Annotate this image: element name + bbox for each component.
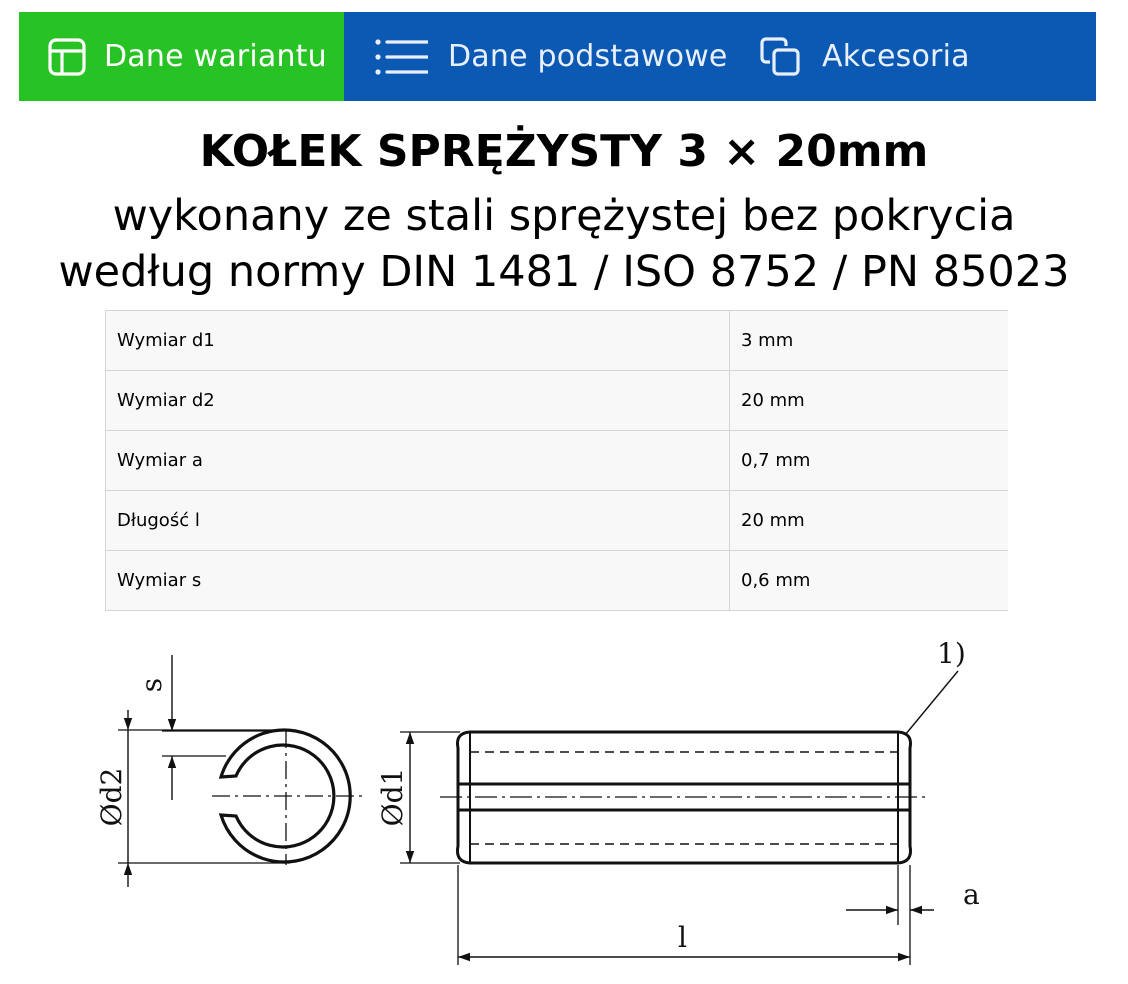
label-l: l [678,921,687,954]
tab-label: Akcesoria [822,39,970,74]
table-row [106,551,1009,611]
tab-dane-wariantu[interactable] [19,12,344,101]
product-material: wykonany ze stali sprężystej bez pokrycia [112,191,1016,241]
spec-name: Wymiar s [106,551,730,611]
spec-name: Długość l [106,491,730,551]
spec-value: 3 mm [730,311,1009,371]
label-note-1: 1) [937,637,966,670]
table-row [106,311,1009,371]
tab-bar [19,12,1096,101]
tab-label: Dane wariantu [104,39,327,74]
spec-value: 0,7 mm [730,431,1009,491]
copy-icon [760,36,802,78]
spec-value: 20 mm [730,491,1009,551]
list-icon [374,37,428,77]
spec-name: Wymiar d2 [106,371,730,431]
tab-dane-podstawowe[interactable] [344,12,742,101]
table-row [106,491,1009,551]
spec-table [105,310,1008,611]
tab-akcesoria[interactable] [742,12,970,101]
table-row [106,371,1009,431]
spec-name: Wymiar d1 [106,311,730,371]
spec-value: 0,6 mm [730,551,1009,611]
label-d2: Ød2 [95,767,128,827]
spec-value: 20 mm [730,371,1009,431]
product-title: KOŁEK SPRĘŻYSTY 3 × 20mm [199,126,929,177]
label-d1: Ød1 [376,767,409,827]
technical-drawing [0,625,1128,984]
layout-icon [47,37,87,77]
tab-label: Dane podstawowe [448,39,728,74]
table-row [106,431,1009,491]
spec-name: Wymiar a [106,431,730,491]
label-s: s [135,677,168,693]
product-standard: według normy DIN 1481 / ISO 8752 / PN 85023 [58,247,1070,297]
label-a: a [963,878,980,911]
